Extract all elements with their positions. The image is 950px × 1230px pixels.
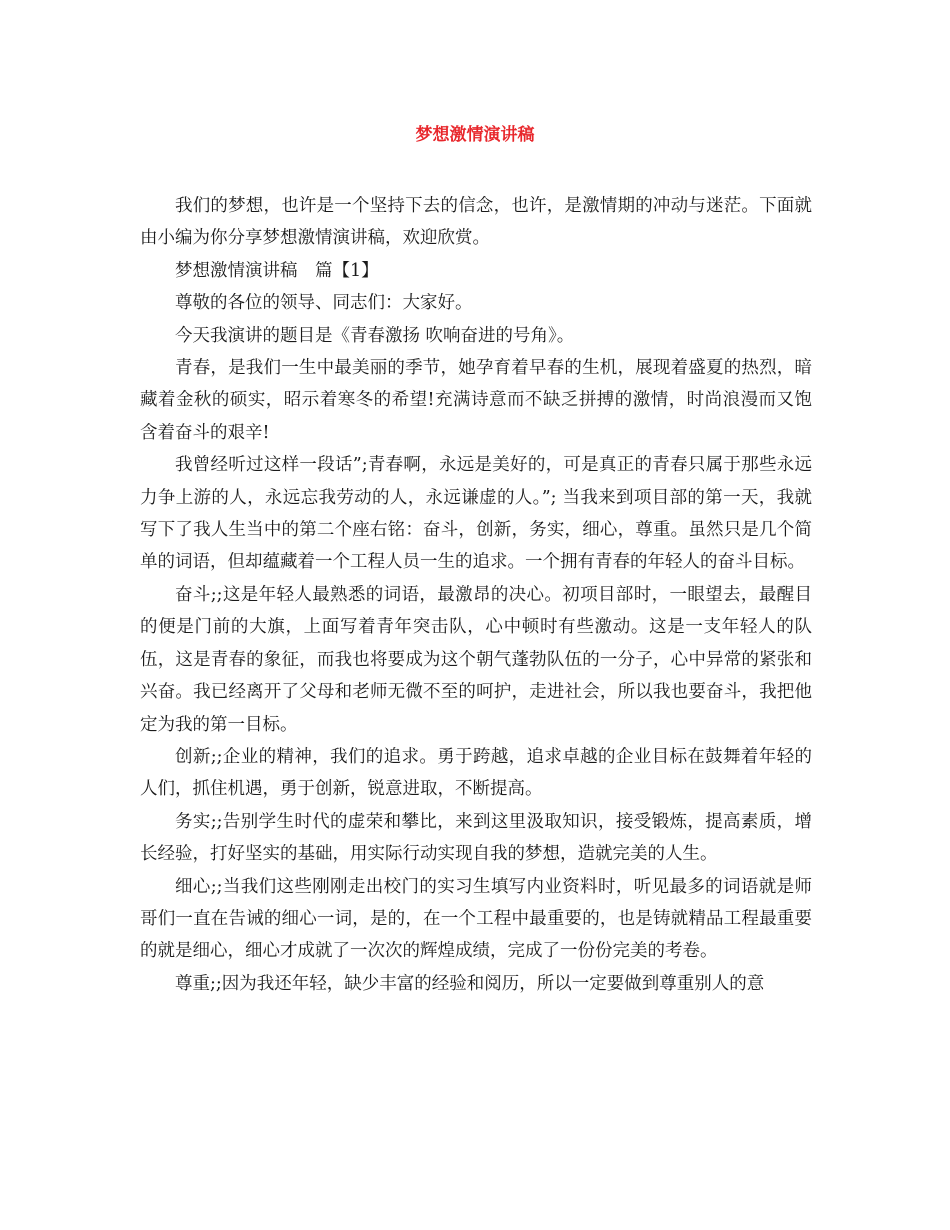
- paragraph-youth: 青春，是我们一生中最美丽的季节，她孕育着早春的生机，展现着盛夏的热烈，暗藏着金秋的硕实，昭示着寒冬的希望!充满诗意而不缺乏拼搏的激情，时尚浪漫而又饱含着奋斗的艰辛!: [140, 358, 812, 443]
- paragraph-intro: 我们的梦想，也许是一个坚持下去的信念，也许，是激情期的冲动与迷茫。下面就由小编为你分享梦想激情演讲稿，欢迎欣赏。: [140, 196, 812, 249]
- paragraph-section-heading: 梦想激情演讲稿 篇【1】: [175, 260, 379, 281]
- paragraph-pragmatism: 务实;;告别学生时代的虚荣和攀比，来到这里汲取知识，接受锻炼，提高素质，增长经验，打好坚实的基础，用实际行动实现自我的梦想，造就完美的人生。: [140, 811, 812, 865]
- paragraph-respect: 尊重;;因为我还年轻，缺少丰富的经验和阅历，所以一定要做到尊重别人的意: [175, 973, 765, 994]
- paragraph-motto: 我曾经听过这样一段话”;青春啊，永远是美好的，可是真正的青春只属于那些永远力争上游的人，永远忘我劳动的人，永远谦虚的人。”; 当我来到项目部的第一天，我就写下了我人生当中的第二个座右铭：奋斗，创新，务实，细心，尊重。虽然只是几个简单的词语，但却蕴藏着一个工程人员一生的追求。一个拥有青春的年轻人的奋斗目标。: [140, 455, 812, 573]
- paragraph-struggle: 奋斗;;这是年轻人最熟悉的词语，最激昂的决心。初项目部时，一眼望去，最醒目的便是门前的大旗，上面写着青年突击队，心中顿时有些激动。这是一支年轻人的队伍，这是青春的象征，而我也将要成为这个朝气蓬勃队伍的一分子，心中异常的紧张和兴奋。我已经离开了父母和老师无微不至的呵护，走进社会，所以我也要奋斗，我把他定为我的第一目标。: [140, 584, 812, 735]
- paragraph-topic: 今天我演讲的题目是《青春激扬 吹响奋进的号角》。: [175, 325, 575, 346]
- paragraph-innovation: 创新;;企业的精神，我们的追求。勇于跨越，追求卓越的企业目标在鼓舞着年轻的人们，抓住机遇，勇于创新，锐意进取，不断提高。: [140, 746, 812, 800]
- paragraph-carefulness: 细心;;当我们这些刚刚走出校门的实习生填写内业资料时，听见最多的词语就是师哥们一直在告诫的细心一词，是的，在一个工程中最重要的，也是铸就精品工程最重要的就是细心，细心才成就了一次次的辉煌成绩，完成了一份份完美的考卷。: [140, 876, 812, 962]
- document-body: [140, 190, 812, 1000]
- paragraph-greeting: 尊敬的各位的领导、同志们：大家好。: [175, 293, 473, 314]
- document-title: 梦想激情演讲稿: [415, 125, 535, 145]
